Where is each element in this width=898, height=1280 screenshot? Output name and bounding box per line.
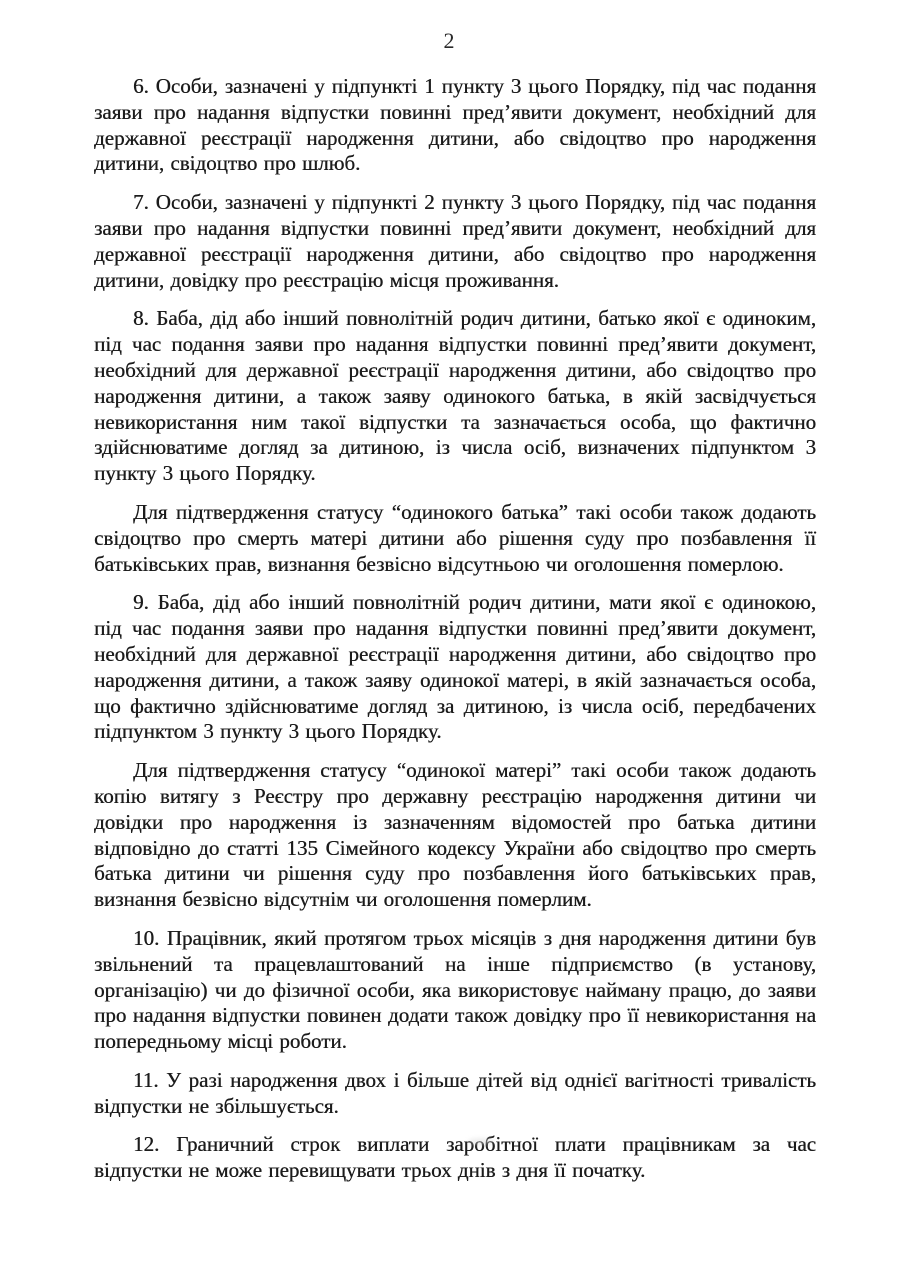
document-paragraph: 6. Особи, зазначені у підпункті 1 пункту 3 цього Порядку, під час подання заяви про надання відпустки повинні пред’явити документ, необхідний для державної реєстрації народження дитини, або свідоцтво про народження дитини, свідоцтво про шлюб. xyxy=(94,74,816,176)
document-paragraph: 8. Баба, дід або інший повнолітній родич дитини, батько якої є одиноким, під час подання заяви про надання відпустки повинні пред’явити документ, необхідний для державної реєстрації народження дитини, або свідоцтво про народження дитини, а також заяву одинокого батька, в якій засвідчується невикористання ним такої відпустки та зазначається особа, що фактично здійснюватиме догляд за дитиною, із числа осіб, визначених підпунктом 3 пункту 3 цього Порядку. xyxy=(94,306,816,486)
scan-smudge-artifact xyxy=(468,1138,494,1145)
document-paragraph: 10. Працівник, який протягом трьох місяців з дня народження дитини був звільнений та працевлаштований на інше підприємство (в установу, організацію) чи до фізичної особи, яка використовує найману працю, до заяви про надання відпустки повинен додати також довідку про її невикористання на попередньому місці роботи. xyxy=(94,925,816,1054)
document-paragraph: 11. У разі народження двох і більше дітей від однієї вагітності тривалість відпустки не збільшується. xyxy=(94,1067,816,1118)
page-number: 2 xyxy=(443,28,455,53)
document-paragraph: Для підтвердження статусу “одинокого батька” такі особи також додають свідоцтво про смерть матері дитини або рішення суду про позбавлення її батьківських прав, визнання безвісно відсутньою чи оголошення померлою. xyxy=(94,499,816,576)
document-paragraph: 7. Особи, зазначені у підпункті 2 пункту 3 цього Порядку, під час подання заяви про надання відпустки повинні пред’явити документ, необхідний для державної реєстрації народження дитини, або свідоцтво про народження дитини, довідку про реєстрацію місця проживання. xyxy=(94,190,816,292)
document-paragraph: Для підтвердження статусу “одинокої матері” такі особи також додають копію витягу з Реєстру про державну реєстрацію народження дитини чи довідки про народження із зазначенням відомостей про батька дитини відповідно до статті 135 Сімейного кодексу України або свідоцтво про смерть батька дитини чи рішення суду про позбавлення його батьківських прав, визнання безвісно відсутнім чи оголошення померлим. xyxy=(94,758,816,912)
document-body xyxy=(94,74,816,1197)
document-paragraph: 9. Баба, дід або інший повнолітній родич дитини, мати якої є одинокою, під час подання заяви про надання відпустки повинні пред’явити документ, необхідний для державної реєстрації народження дитини, або свідоцтво про народження дитини, а також заяву одинокої матері, в якій зазначається особа, що фактично здійснюватиме догляд за дитиною, із числа осіб, передбачених підпунктом 3 пункту 3 цього Порядку. xyxy=(94,590,816,744)
document-paragraph: 12. Граничний строк виплати заробітної плати працівникам за час відпустки не може перевищувати трьох днів з дня її початку. xyxy=(94,1132,816,1183)
